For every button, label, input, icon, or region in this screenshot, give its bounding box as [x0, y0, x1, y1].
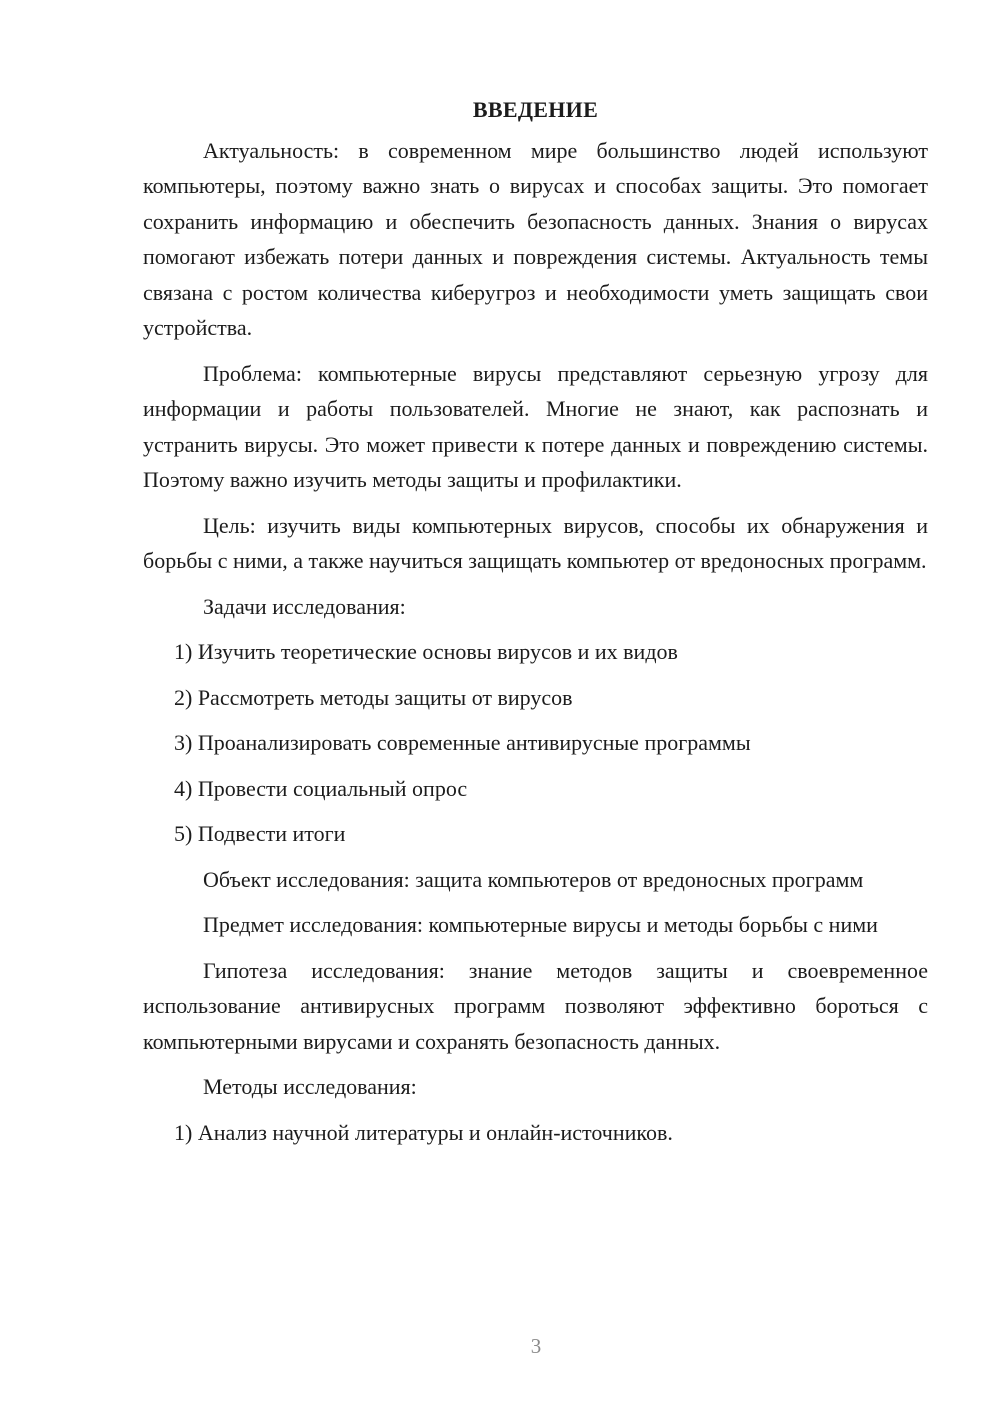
method-list-item: 1) Анализ научной литературы и онлайн-источников.: [174, 1119, 673, 1145]
paragraph-tasks-heading: Задачи исследования:: [203, 593, 406, 619]
paragraph-methods-heading: Методы исследования:: [203, 1074, 417, 1099]
page-number: 3: [530, 1334, 542, 1358]
page-content: [143, 92, 928, 1160]
paragraph-object: Объект исследования: защита компьютеров от вредоносных программ: [203, 866, 864, 892]
task-list-item: 2) Рассмотреть методы защиты от вирусов: [174, 684, 573, 710]
task-list-item: 3) Проанализировать современные антивирусные программы: [174, 730, 751, 755]
paragraph-hypothesis: Гипотеза исследования: знание методов защиты и своевременное использование антивирусных программ позволяют эффективно бороться с компьютерными вирусами и сохранять безопасность данных.: [143, 957, 928, 1054]
task-list-item: 1) Изучить теоретические основы вирусов и их видов: [174, 639, 678, 664]
paragraph-relevance: Актуальность: в современном мире большинство людей используют компьютеры, поэтому важно знать о вирусах и способах защиты. Это помогает сохранить информацию и обеспечить безопасность данных. Знания о вирусах помогают избежать потери данных и повреждения системы. Актуальность темы связана с ростом количества киберугроз и необходимости уметь защищать свои устройства.: [143, 137, 928, 340]
task-list-item: 4) Провести социальный опрос: [174, 775, 468, 801]
paragraph-subject: Предмет исследования: компьютерные вирусы и методы борьбы с ними: [203, 912, 878, 937]
paragraph-goal: Цель: изучить виды компьютерных вирусов, способы их обнаружения и борьбы с ними, а также научиться защищать компьютер от вредоносных программ.: [143, 512, 928, 573]
section-title: ВВЕДЕНИЕ: [472, 97, 599, 122]
paragraph-problem: Проблема: компьютерные вирусы представляют серьезную угрозу для информации и работы пользователей. Многие не знают, как распознать и устранить вирусы. Это может привести к потере данных и повреждению системы. Поэтому важно изучить методы защиты и профилактики.: [143, 360, 928, 492]
task-list-item: 5) Подвести итоги: [174, 821, 346, 846]
